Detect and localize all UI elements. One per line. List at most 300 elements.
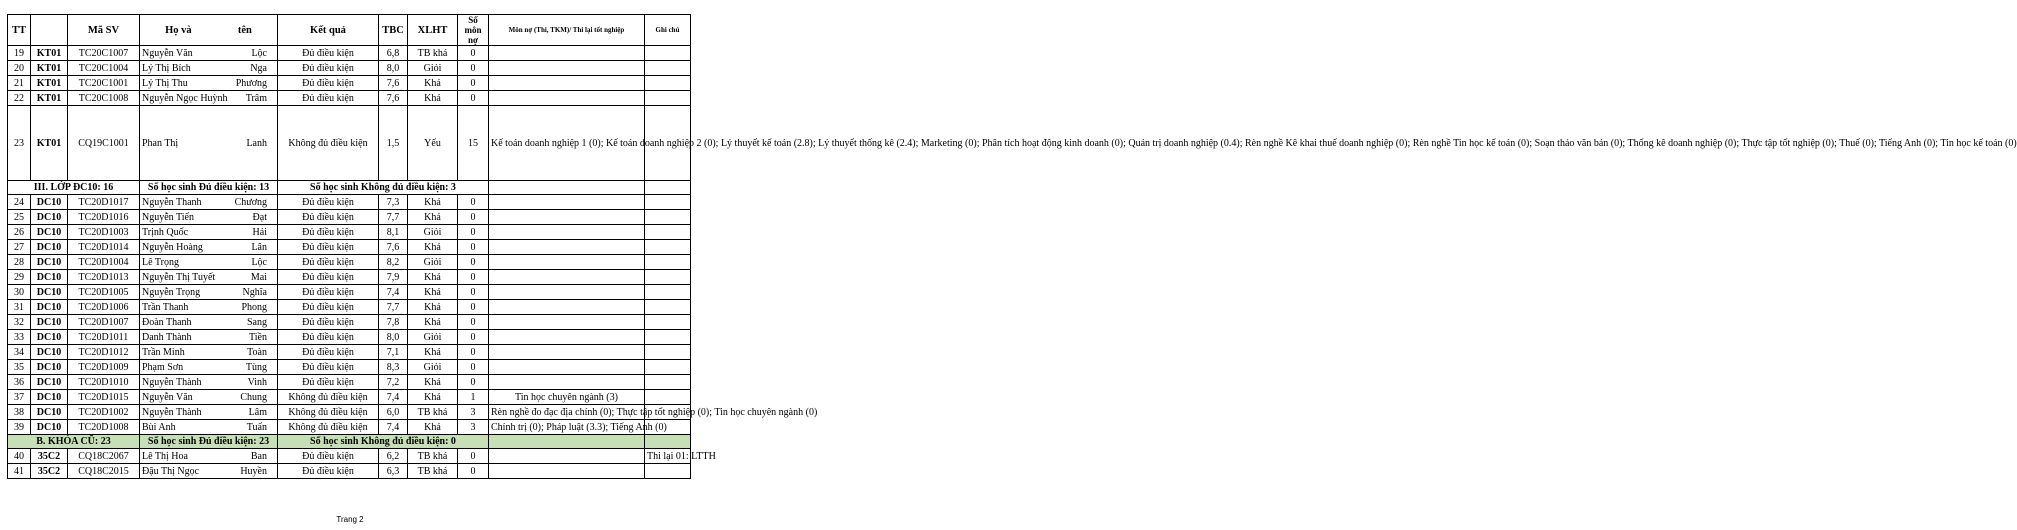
cell-xlht: Khá (408, 76, 458, 91)
cell-ten: Lanh (246, 137, 267, 149)
cell-masv: TC20D1015 (68, 390, 140, 405)
col-somon: Số môn nợ (458, 15, 489, 46)
cell-ghichu (645, 195, 691, 210)
cell-ghichu (645, 76, 691, 91)
cell-xlht: Giỏi (408, 360, 458, 375)
cell-monno (489, 46, 645, 61)
cell-tbc: 7,6 (379, 91, 408, 106)
cell-monno: Tin học chuyên ngành (3) (489, 390, 645, 405)
section-row (8, 435, 691, 449)
section-du-count: Số học sinh Đủ điều kiện: 13 (140, 181, 278, 195)
cell-monno (489, 61, 645, 76)
table-body (8, 46, 2017, 479)
cell-ho: Phạm Sơn (142, 361, 184, 373)
cell-ghichu: Thi lại 01: LTTH (645, 449, 691, 464)
cell-ten: Lâm (248, 406, 267, 418)
cell-ketqua: Đủ điều kiện (278, 46, 379, 61)
page-footer: Trang 2 (336, 515, 364, 524)
col-lop (31, 15, 68, 46)
table-row (8, 195, 691, 210)
section-empty-2 (645, 181, 691, 195)
cell-lop: DC10 (31, 195, 68, 210)
col-monno: Môn nợ (Thi, TKM)/ Thi lại tốt nghiệp (489, 15, 645, 46)
cell-ho: Phan Thị (142, 137, 179, 149)
cell-tbc: 8,0 (379, 61, 408, 76)
cell-ten: Trâm (245, 92, 267, 104)
cell-xlht: Khá (408, 270, 458, 285)
cell-somon: 0 (458, 91, 489, 106)
cell-lop: DC10 (31, 285, 68, 300)
cell-ho: Đoàn Thanh (142, 316, 192, 328)
cell-tbc: 7,7 (379, 210, 408, 225)
cell-hoten (140, 420, 278, 435)
cell-hoten (140, 449, 278, 464)
table-row (8, 449, 691, 464)
cell-ketqua: Không đủ điều kiện (278, 390, 379, 405)
table-row (8, 61, 691, 76)
table-row (8, 315, 691, 330)
cell-lop: KT01 (31, 76, 68, 91)
cell-somon: 0 (458, 375, 489, 390)
cell-tbc: 7,6 (379, 76, 408, 91)
cell-tt: 41 (8, 464, 31, 479)
cell-ketqua: Đủ điều kiện (278, 61, 379, 76)
cell-lop: DC10 (31, 255, 68, 270)
cell-hoten (140, 225, 278, 240)
cell-ho: Nguyễn Thị Tuyết (142, 271, 216, 283)
cell-tt: 31 (8, 300, 31, 315)
cell-monno (489, 270, 645, 285)
cell-masv: TC20D1009 (68, 360, 140, 375)
cell-tbc: 6,3 (379, 464, 408, 479)
cell-ten: Hải (252, 226, 267, 238)
cell-ho: Nguyễn Thành (142, 406, 202, 418)
cell-xlht: Khá (408, 375, 458, 390)
table-row (8, 91, 691, 106)
cell-ten: Vinh (247, 376, 267, 388)
cell-tbc: 7,3 (379, 195, 408, 210)
cell-hoten (140, 61, 278, 76)
cell-monno (489, 195, 645, 210)
cell-hoten (140, 240, 278, 255)
cell-masv: TC20D1002 (68, 405, 140, 420)
cell-tbc: 6,2 (379, 449, 408, 464)
cell-monno (489, 300, 645, 315)
cell-masv: TC20D1005 (68, 285, 140, 300)
cell-tt: 33 (8, 330, 31, 345)
col-hoten (140, 15, 278, 46)
cell-ho: Nguyễn Văn (142, 391, 193, 403)
cell-xlht: Khá (408, 210, 458, 225)
table-row (8, 210, 691, 225)
cell-xlht: Khá (408, 315, 458, 330)
section-title: B. KHÓA CŨ: 23 (8, 435, 140, 449)
cell-ketqua: Đủ điều kiện (278, 360, 379, 375)
cell-hoten (140, 270, 278, 285)
cell-tbc: 8,3 (379, 360, 408, 375)
cell-lop: DC10 (31, 330, 68, 345)
cell-hoten (140, 91, 278, 106)
cell-lop: KT01 (31, 61, 68, 76)
cell-masv: TC20D1013 (68, 270, 140, 285)
col-tbc: TBC (379, 15, 408, 46)
cell-xlht: Khá (408, 195, 458, 210)
cell-tbc: 7,7 (379, 300, 408, 315)
cell-ghichu (645, 285, 691, 300)
cell-monno (489, 464, 645, 479)
cell-xlht: TB khá (408, 46, 458, 61)
table-row (8, 106, 691, 181)
cell-ghichu (645, 240, 691, 255)
cell-tt: 40 (8, 449, 31, 464)
cell-lop: DC10 (31, 270, 68, 285)
table-row (8, 46, 691, 61)
cell-tt: 21 (8, 76, 31, 91)
cell-monno (489, 330, 645, 345)
cell-masv: TC20C1007 (68, 46, 140, 61)
cell-ho: Nguyễn Hoàng (142, 241, 203, 253)
cell-tt: 26 (8, 225, 31, 240)
cell-lop: DC10 (31, 405, 68, 420)
cell-tt: 28 (8, 255, 31, 270)
cell-tbc: 1,5 (379, 106, 408, 181)
cell-ketqua: Đủ điều kiện (278, 255, 379, 270)
table-row (8, 270, 691, 285)
cell-somon: 0 (458, 464, 489, 479)
cell-ho: Lê Trọng (142, 256, 179, 268)
cell-ghichu (645, 330, 691, 345)
cell-monno: Chính trị (0); Pháp luật (3.3); Tiếng Anh (0) (489, 420, 645, 435)
cell-xlht: Khá (408, 285, 458, 300)
cell-ghichu (645, 61, 691, 76)
table-row (8, 330, 691, 345)
cell-monno (489, 76, 645, 91)
cell-somon: 3 (458, 405, 489, 420)
cell-masv: CQ18C2067 (68, 449, 140, 464)
cell-xlht: Khá (408, 91, 458, 106)
cell-monno (489, 285, 645, 300)
cell-ketqua: Đủ điều kiện (278, 76, 379, 91)
cell-lop: DC10 (31, 345, 68, 360)
cell-ketqua: Đủ điều kiện (278, 91, 379, 106)
cell-monno (489, 345, 645, 360)
table-row (8, 240, 691, 255)
cell-somon: 0 (458, 360, 489, 375)
section-khong-count: Số học sinh Không đủ điều kiện: 3 (278, 181, 489, 195)
table-row (8, 255, 691, 270)
cell-ten: Phong (241, 301, 267, 313)
cell-lop: DC10 (31, 315, 68, 330)
cell-ho: Danh Thành (142, 331, 192, 343)
cell-somon: 0 (458, 300, 489, 315)
cell-lop: KT01 (31, 91, 68, 106)
cell-ten: Lân (251, 241, 267, 253)
cell-tbc: 8,1 (379, 225, 408, 240)
table-row (8, 420, 691, 435)
cell-tbc: 7,8 (379, 315, 408, 330)
cell-ho: Trần Minh (142, 346, 185, 358)
cell-hoten (140, 330, 278, 345)
cell-monno: Rèn nghề đo đạc địa chính (0); Thực tập tốt nghiệp (0); Tin học chuyên ngành (0) (489, 405, 645, 420)
table-row (8, 464, 691, 479)
cell-hoten (140, 195, 278, 210)
cell-tt: 23 (8, 106, 31, 181)
cell-masv: TC20D1010 (68, 375, 140, 390)
cell-xlht: Khá (408, 345, 458, 360)
cell-tt: 35 (8, 360, 31, 375)
cell-xlht: Khá (408, 300, 458, 315)
cell-ketqua: Đủ điều kiện (278, 449, 379, 464)
cell-ho: Nguyễn Thành (142, 376, 202, 388)
col-xlht: XLHT (408, 15, 458, 46)
cell-ghichu (645, 345, 691, 360)
section-empty-1 (489, 181, 645, 195)
cell-monno (489, 240, 645, 255)
cell-ghichu (645, 46, 691, 61)
cell-somon: 0 (458, 46, 489, 61)
cell-ketqua: Đủ điều kiện (278, 270, 379, 285)
cell-lop: DC10 (31, 390, 68, 405)
cell-somon: 0 (458, 449, 489, 464)
cell-somon: 0 (458, 255, 489, 270)
cell-ho: Lý Thị Thu (142, 77, 188, 89)
cell-tbc: 7,6 (379, 240, 408, 255)
cell-ghichu (645, 91, 691, 106)
cell-ten: Nghĩa (242, 286, 267, 298)
cell-hoten (140, 360, 278, 375)
cell-monno (489, 360, 645, 375)
col-ho: Họ và (165, 24, 192, 36)
cell-tbc: 7,4 (379, 420, 408, 435)
cell-ho: Nguyễn Văn (142, 47, 193, 59)
cell-lop: DC10 (31, 300, 68, 315)
cell-ten: Lộc (251, 256, 267, 268)
cell-somon: 0 (458, 210, 489, 225)
cell-ketqua: Đủ điều kiện (278, 375, 379, 390)
cell-monno (489, 255, 645, 270)
cell-ten: Chương (234, 196, 267, 208)
cell-monno (489, 375, 645, 390)
cell-somon: 0 (458, 76, 489, 91)
cell-ten: Mai (250, 271, 267, 283)
cell-ho: Lê Thị Hoa (142, 450, 188, 462)
cell-ho: Trịnh Quốc (142, 226, 189, 238)
cell-tt: 34 (8, 345, 31, 360)
cell-hoten (140, 106, 278, 181)
col-masv: Mã SV (68, 15, 140, 46)
cell-tt: 22 (8, 91, 31, 106)
cell-ho: Nguyễn Thanh (142, 196, 202, 208)
cell-xlht: Giỏi (408, 225, 458, 240)
cell-masv: TC20D1017 (68, 195, 140, 210)
cell-ketqua: Đủ điều kiện (278, 330, 379, 345)
cell-masv: TC20D1016 (68, 210, 140, 225)
cell-ketqua: Đủ điều kiện (278, 195, 379, 210)
cell-tbc: 6,0 (379, 405, 408, 420)
cell-hoten (140, 405, 278, 420)
cell-ho: Lý Thị Bích (142, 62, 191, 74)
cell-ketqua: Đủ điều kiện (278, 225, 379, 240)
table-row (8, 345, 691, 360)
cell-masv: CQ18C2015 (68, 464, 140, 479)
cell-ghichu (645, 390, 691, 405)
cell-ghichu (645, 270, 691, 285)
cell-ketqua: Đủ điều kiện (278, 210, 379, 225)
table-row (8, 76, 691, 91)
cell-ho: Nguyễn Tiến (142, 211, 194, 223)
cell-lop: DC10 (31, 240, 68, 255)
cell-hoten (140, 210, 278, 225)
cell-ketqua: Đủ điều kiện (278, 464, 379, 479)
cell-ten: Phương (235, 77, 267, 89)
cell-hoten (140, 300, 278, 315)
cell-tt: 30 (8, 285, 31, 300)
cell-lop: 35C2 (31, 464, 68, 479)
cell-tt: 25 (8, 210, 31, 225)
cell-ten: Tiền (249, 331, 267, 343)
cell-monno (489, 210, 645, 225)
cell-ten: Tùng (245, 361, 267, 373)
cell-ten: Chung (240, 391, 267, 403)
section-title: III. LỚP ĐC10: 16 (8, 181, 140, 195)
cell-tt: 38 (8, 405, 31, 420)
cell-xlht: Giỏi (408, 61, 458, 76)
cell-somon: 0 (458, 285, 489, 300)
cell-xlht: Giỏi (408, 255, 458, 270)
cell-monno (489, 225, 645, 240)
cell-ghichu (645, 225, 691, 240)
cell-ho: Đậu Thị Ngọc (142, 465, 200, 477)
cell-somon: 0 (458, 270, 489, 285)
cell-ketqua: Đủ điều kiện (278, 285, 379, 300)
cell-ghichu (645, 375, 691, 390)
cell-tbc: 7,1 (379, 345, 408, 360)
col-ketqua: Kết quả (278, 15, 379, 46)
cell-somon: 0 (458, 315, 489, 330)
cell-hoten (140, 390, 278, 405)
cell-tbc: 6,8 (379, 46, 408, 61)
cell-masv: TC20D1004 (68, 255, 140, 270)
table-row (8, 405, 691, 420)
table-row (8, 360, 691, 375)
section-empty-2 (645, 435, 691, 449)
cell-ketqua: Đủ điều kiện (278, 300, 379, 315)
cell-ten: Đạt (252, 211, 267, 223)
cell-ghichu (645, 255, 691, 270)
cell-masv: TC20C1008 (68, 91, 140, 106)
cell-tt: 37 (8, 390, 31, 405)
cell-lop: DC10 (31, 225, 68, 240)
cell-ho: Nguyễn Ngọc Huỳnh (142, 92, 228, 104)
cell-tbc: 7,2 (379, 375, 408, 390)
cell-lop: DC10 (31, 420, 68, 435)
cell-tt: 24 (8, 195, 31, 210)
cell-masv: TC20D1008 (68, 420, 140, 435)
cell-tt: 27 (8, 240, 31, 255)
cell-somon: 0 (458, 195, 489, 210)
cell-hoten (140, 255, 278, 270)
cell-xlht: TB khá (408, 405, 458, 420)
cell-ho: Nguyễn Trọng (142, 286, 201, 298)
cell-somon: 0 (458, 330, 489, 345)
cell-xlht: TB khá (408, 464, 458, 479)
cell-masv: TC20D1014 (68, 240, 140, 255)
cell-ten: Sang (247, 316, 267, 328)
cell-tbc: 7,4 (379, 285, 408, 300)
cell-hoten (140, 464, 278, 479)
cell-tbc: 7,9 (379, 270, 408, 285)
cell-ghichu (645, 464, 691, 479)
cell-tbc: 7,4 (379, 390, 408, 405)
cell-xlht: TB khá (408, 449, 458, 464)
cell-somon: 15 (458, 106, 489, 181)
cell-lop: KT01 (31, 46, 68, 61)
cell-ghichu (645, 210, 691, 225)
cell-ketqua: Không đủ điều kiện (278, 106, 379, 181)
cell-ho: Trần Thanh (142, 301, 189, 313)
cell-somon: 0 (458, 225, 489, 240)
cell-tt: 36 (8, 375, 31, 390)
cell-ten: Huyền (240, 465, 267, 477)
cell-monno: Kế toán doanh nghiệp 1 (0); Kế toán doanh nghiệp 2 (0); Lý thuyết kế toán (2.8); Lý thuyết thống kê (2.4); Marketing (0); Phân tích hoạt động kinh doanh (0); Quản trị doanh nghiệp (0.4); Rèn nghề Kê khai thuế doanh nghiệp (0); Rèn nghề Tin học kế toán (0); Soạn thảo văn bản (0); Thống kê doanh nghiệp (0); Thực tập tốt nghiệp (0); Thuế (0); Tiếng Anh (0); Tin học kế toán (0) (489, 106, 645, 181)
cell-tt: 20 (8, 61, 31, 76)
cell-lop: DC10 (31, 360, 68, 375)
cell-ho: Bùi Anh (142, 421, 176, 433)
cell-masv: CQ19C1001 (68, 106, 140, 181)
cell-lop: 35C2 (31, 449, 68, 464)
cell-hoten (140, 375, 278, 390)
cell-lop: DC10 (31, 375, 68, 390)
header-row (8, 15, 691, 46)
table-row (8, 390, 691, 405)
cell-hoten (140, 345, 278, 360)
cell-masv: TC20D1006 (68, 300, 140, 315)
cell-monno (489, 449, 645, 464)
table-row (8, 375, 691, 390)
cell-ketqua: Đủ điều kiện (278, 240, 379, 255)
cell-ghichu (645, 300, 691, 315)
cell-tt: 29 (8, 270, 31, 285)
cell-ketqua: Đủ điều kiện (278, 315, 379, 330)
cell-masv: TC20C1004 (68, 61, 140, 76)
cell-masv: TC20D1003 (68, 225, 140, 240)
cell-ten: Ban (250, 450, 267, 462)
cell-ten: Toàn (247, 346, 267, 358)
cell-monno (489, 315, 645, 330)
cell-ghichu (645, 360, 691, 375)
cell-tt: 39 (8, 420, 31, 435)
cell-ketqua: Không đủ điều kiện (278, 420, 379, 435)
cell-ketqua: Không đủ điều kiện (278, 405, 379, 420)
cell-ketqua: Đủ điều kiện (278, 345, 379, 360)
cell-hoten (140, 46, 278, 61)
cell-somon: 1 (458, 390, 489, 405)
cell-lop: KT01 (31, 106, 68, 181)
student-results-table (7, 14, 2017, 479)
col-ten: tên (237, 24, 252, 36)
cell-somon: 0 (458, 61, 489, 76)
cell-masv: TC20C1001 (68, 76, 140, 91)
cell-xlht: Khá (408, 390, 458, 405)
cell-monno (489, 91, 645, 106)
cell-xlht: Yếu (408, 106, 458, 181)
cell-tbc: 8,0 (379, 330, 408, 345)
cell-hoten (140, 76, 278, 91)
section-du-count: Số học sinh Đủ điều kiện: 23 (140, 435, 278, 449)
table-row (8, 225, 691, 240)
cell-tt: 32 (8, 315, 31, 330)
section-khong-count: Số học sinh Không đủ điều kiện: 0 (278, 435, 489, 449)
